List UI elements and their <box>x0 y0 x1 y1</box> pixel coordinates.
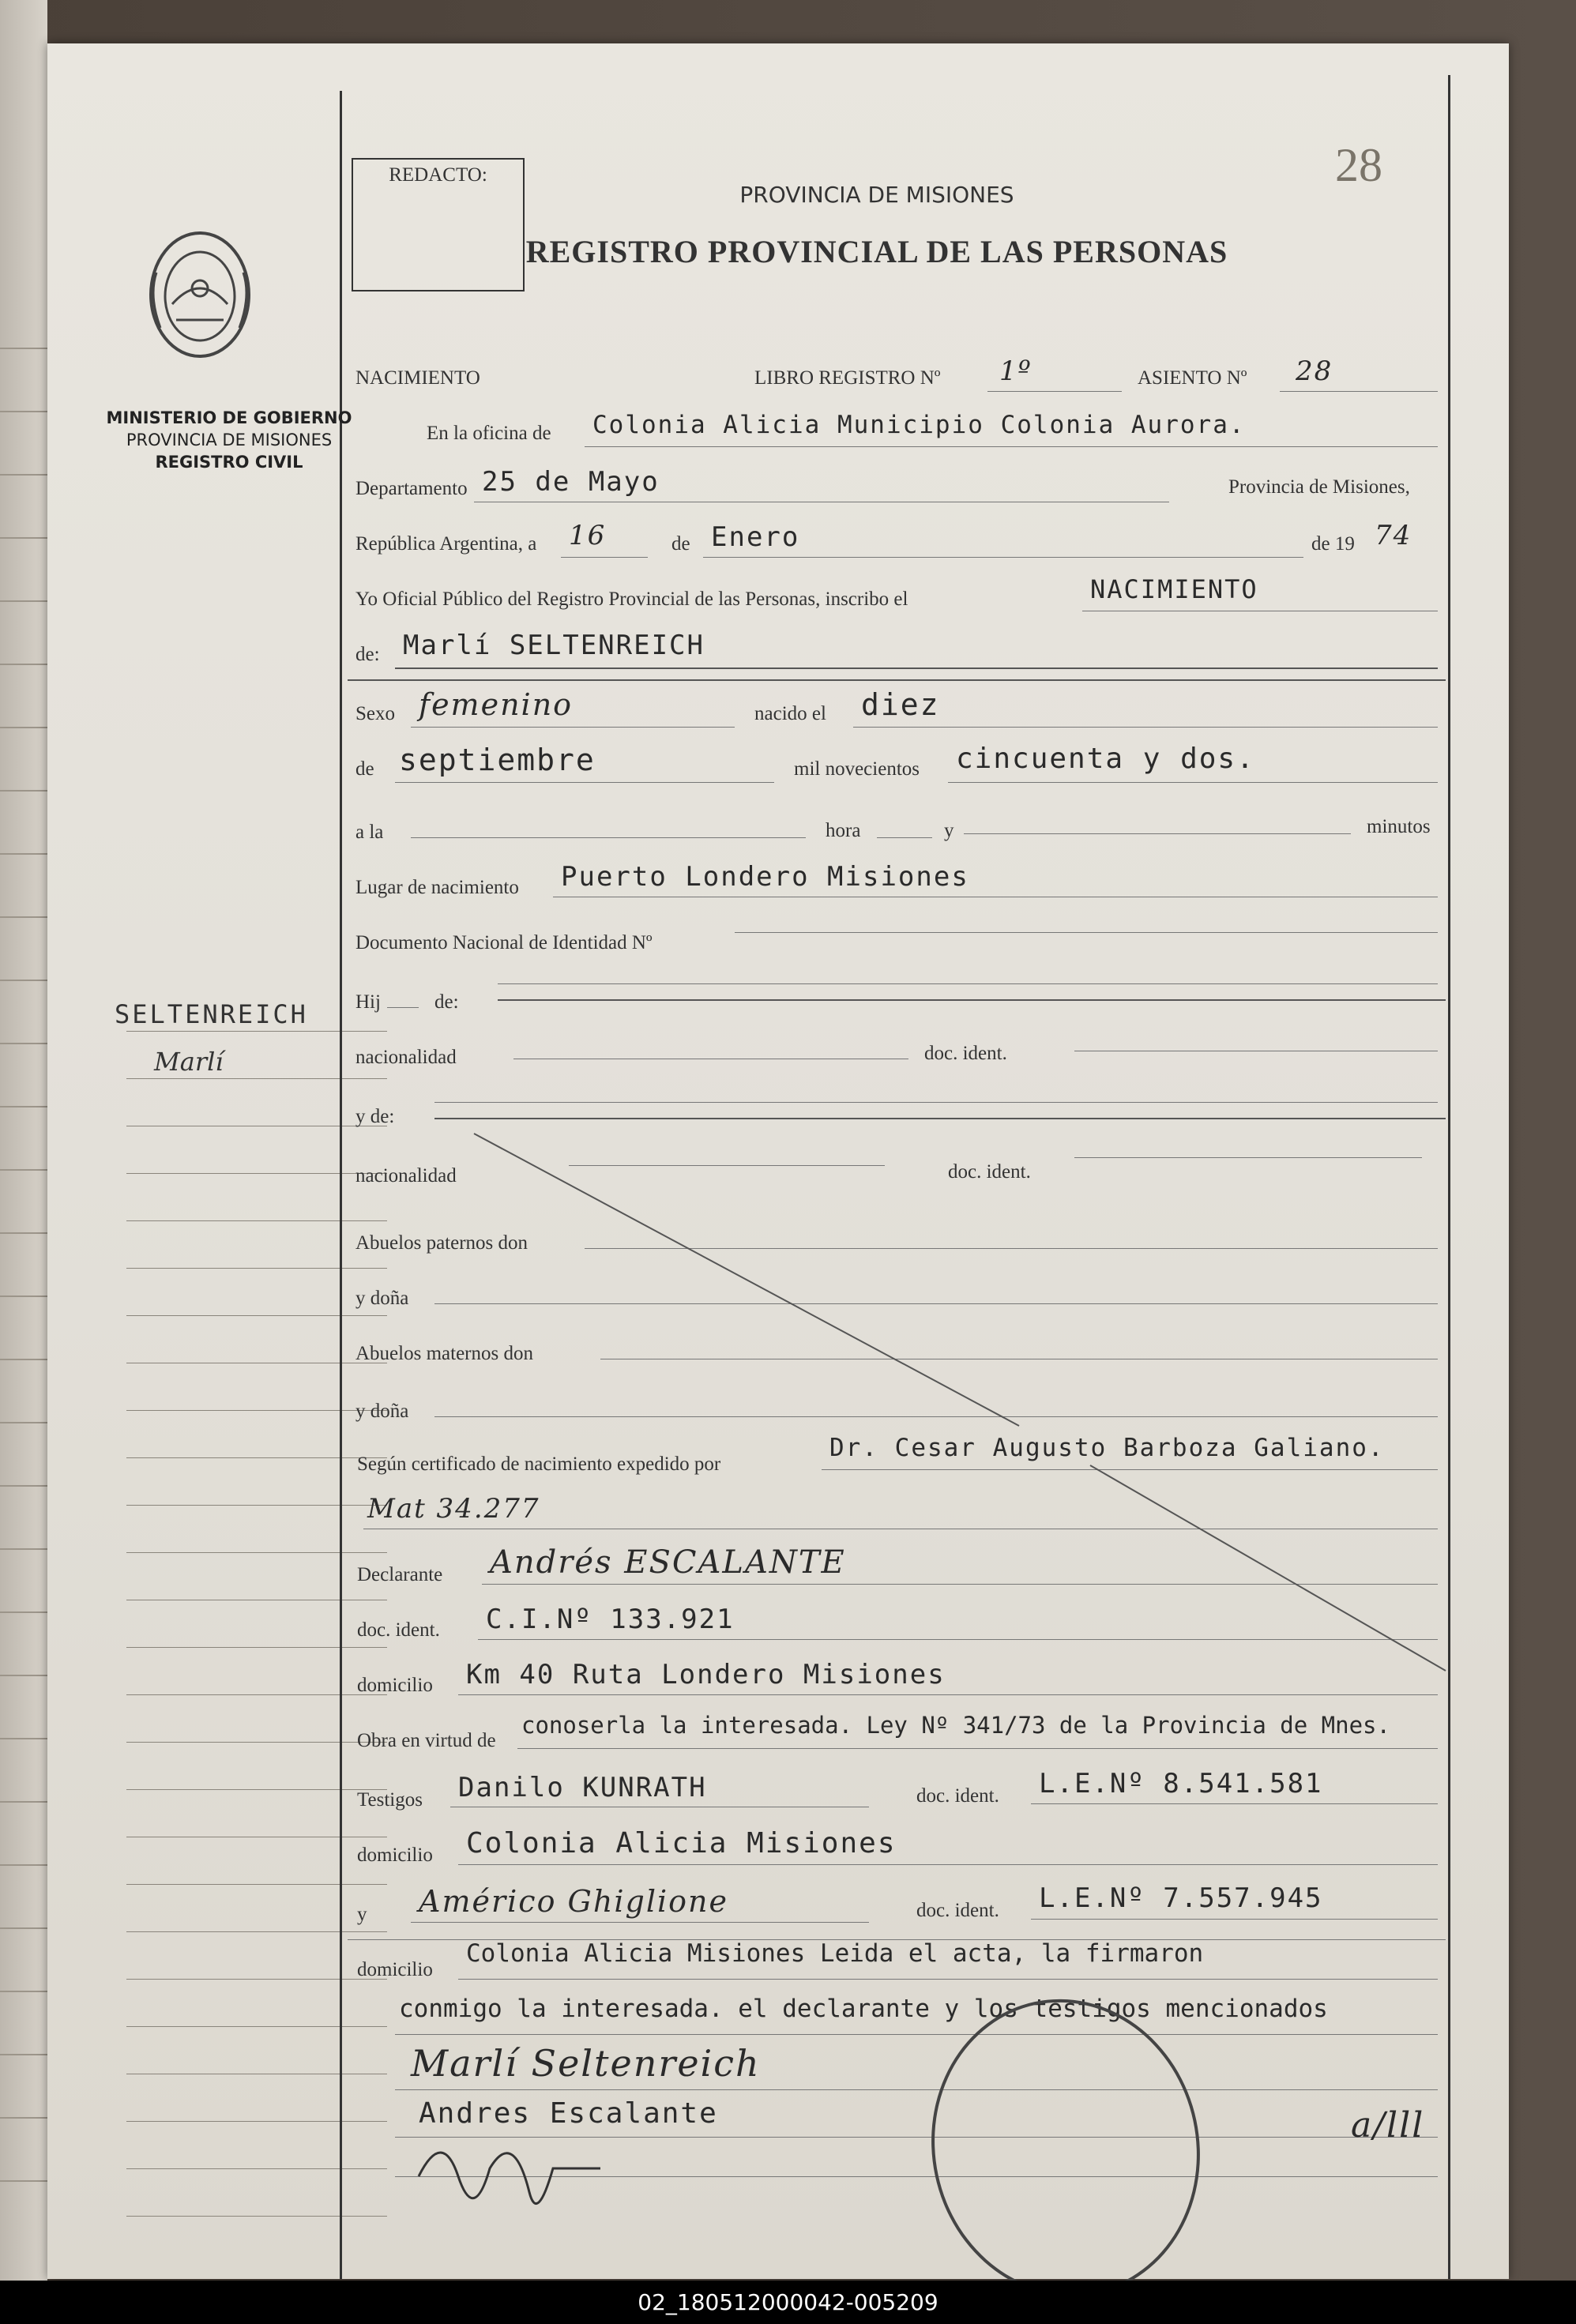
domicilio-value: Km 40 Ruta Londero Misiones <box>466 1659 946 1690</box>
asiento-value: 28 <box>1296 355 1333 387</box>
cierre-value: conmigo la interesada. el declarante y los testigos mencionados <box>399 1995 1328 2023</box>
margin-surname: SELTENREICH <box>115 999 308 1029</box>
mil-label: mil novecientos <box>794 758 920 780</box>
cancel-line-lower <box>1090 1465 1446 1671</box>
de-persona-label: de: <box>355 644 380 665</box>
y-dona-label: y doña <box>355 1288 409 1309</box>
lugar-label: Lugar de nacimiento <box>355 877 519 898</box>
testigos-label: Testigos <box>357 1789 423 1811</box>
abuelos-pat-label: Abuelos paternos don <box>355 1232 528 1254</box>
folio-number: 28 <box>1335 139 1382 191</box>
domicilio-label: domicilio <box>357 1675 433 1696</box>
domicilio2-label: domicilio <box>357 1845 433 1866</box>
mes-value: Enero <box>711 521 800 553</box>
firma3: a/lll <box>1351 2105 1425 2145</box>
nacido-value: diez <box>861 687 940 722</box>
dia-value: 16 <box>569 520 607 551</box>
domicilio3-value: Colonia Alicia Misiones Leida el acta, la firmaron <box>466 1939 1204 1968</box>
y-de-label: y de: <box>355 1106 395 1127</box>
doc-ident4-label: doc. ident. <box>916 1785 999 1807</box>
doc-ident3-label: doc. ident. <box>357 1619 440 1641</box>
overlay-marks <box>47 43 1509 2279</box>
obra-label: Obra en virtud de <box>357 1730 496 1751</box>
oficina-value: Colonia Alicia Municipio Colonia Aurora. <box>592 411 1246 439</box>
libro-value: 1º <box>999 355 1032 387</box>
de2-label: de <box>355 758 374 780</box>
certificado-value: Dr. Cesar Augusto Barboza Galiano. <box>829 1434 1385 1462</box>
doc-ident-label: doc. ident. <box>924 1043 1007 1064</box>
certificado-value2: Mat 34.277 <box>367 1493 540 1525</box>
lugar-value: Puerto Londero Misiones <box>561 861 969 893</box>
ministry-line3: REGISTRO CIVIL <box>155 453 303 472</box>
y-label: y <box>944 820 954 841</box>
nacimiento-label: NACIMIENTO <box>355 367 480 389</box>
anio-nac-value: cincuenta y dos. <box>956 743 1255 775</box>
anio-value: 74 <box>1375 520 1412 551</box>
signature-scribble <box>419 2153 600 2204</box>
departamento-value: 25 de Mayo <box>482 466 660 498</box>
domicilio3-label: domicilio <box>357 1959 433 1980</box>
margin-name: Marlí <box>154 1047 224 1077</box>
sexo-value: femenino <box>419 687 574 722</box>
y2-label: y <box>357 1904 367 1925</box>
redacto-label: REDACTO: <box>389 164 487 186</box>
cancel-line-upper <box>474 1134 1019 1426</box>
oficial-label: Yo Oficial Público del Registro Provincial de las Personas, inscribo el <box>355 589 908 610</box>
doc-ident5-label: doc. ident. <box>916 1900 999 1921</box>
nacido-label: nacido el <box>754 703 826 724</box>
book-page-edges <box>0 0 47 2324</box>
testigo2-doc: L.E.Nº 7.557.945 <box>1039 1882 1323 1914</box>
hij-label: Hij <box>355 991 381 1013</box>
firma1: Marlí Seltenreich <box>411 2042 761 2085</box>
libro-label: LIBRO REGISTRO Nº <box>754 367 941 389</box>
oficina-label: En la oficina de <box>427 423 551 444</box>
registry-title: REGISTRO PROVINCIAL DE LAS PERSONAS <box>525 234 1228 269</box>
declarante-label: Declarante <box>357 1564 443 1585</box>
oficial-value: NACIMIENTO <box>1090 574 1258 604</box>
province-title: PROVINCIA DE MISIONES <box>739 182 1014 208</box>
testigo1-doc: L.E.Nº 8.541.581 <box>1039 1768 1323 1799</box>
provincia-label: Provincia de Misiones, <box>1228 476 1410 498</box>
asiento-label: ASIENTO Nº <box>1138 367 1247 389</box>
republica-label: República Argentina, a <box>355 533 537 555</box>
doc-ident2-label: doc. ident. <box>948 1161 1031 1183</box>
minutos-label: minutos <box>1367 816 1431 837</box>
declarante-doc: C.I.Nº 133.921 <box>486 1604 735 1635</box>
y-dona2-label: y doña <box>355 1401 409 1422</box>
dni-label: Documento Nacional de Identidad Nº <box>355 932 653 953</box>
nacionalidad2-label: nacionalidad <box>355 1165 457 1186</box>
ministry-line1: MINISTERIO DE GOBIERNO <box>106 408 352 427</box>
a-la-label: a la <box>355 822 384 843</box>
abuelos-mat-label: Abuelos maternos don <box>355 1343 533 1364</box>
persona-value: Marlí SELTENREICH <box>403 630 705 661</box>
hora-label: hora <box>826 820 861 841</box>
de-anio-label: de 19 <box>1311 533 1355 555</box>
testigo1-value: Danilo KUNRATH <box>458 1772 707 1803</box>
departamento-label: Departamento <box>355 478 468 499</box>
obra-value: conoserla la interesada. Ley Nº 341/73 de la Provincia de Mnes. <box>521 1712 1390 1739</box>
domicilio2-value: Colonia Alicia Misiones <box>466 1827 897 1860</box>
document-page <box>47 43 1509 2279</box>
certificado-label: Según certificado de nacimiento expedido por <box>357 1453 721 1475</box>
mes-nac-value: septiembre <box>399 743 596 777</box>
testigo2-value: Américo Ghiglione <box>419 1884 728 1919</box>
firma2: Andres Escalante <box>419 2097 718 2130</box>
sexo-label: Sexo <box>355 703 395 724</box>
declarante-value: Andrés ESCALANTE <box>490 1544 846 1581</box>
image-caption: 02_180512000042-005209 <box>0 2281 1576 2324</box>
de3-label: de: <box>434 991 459 1013</box>
de-label: de <box>671 533 690 555</box>
nacionalidad-label: nacionalidad <box>355 1047 457 1068</box>
ministry-line2: PROVINCIA DE MISIONES <box>126 431 333 449</box>
